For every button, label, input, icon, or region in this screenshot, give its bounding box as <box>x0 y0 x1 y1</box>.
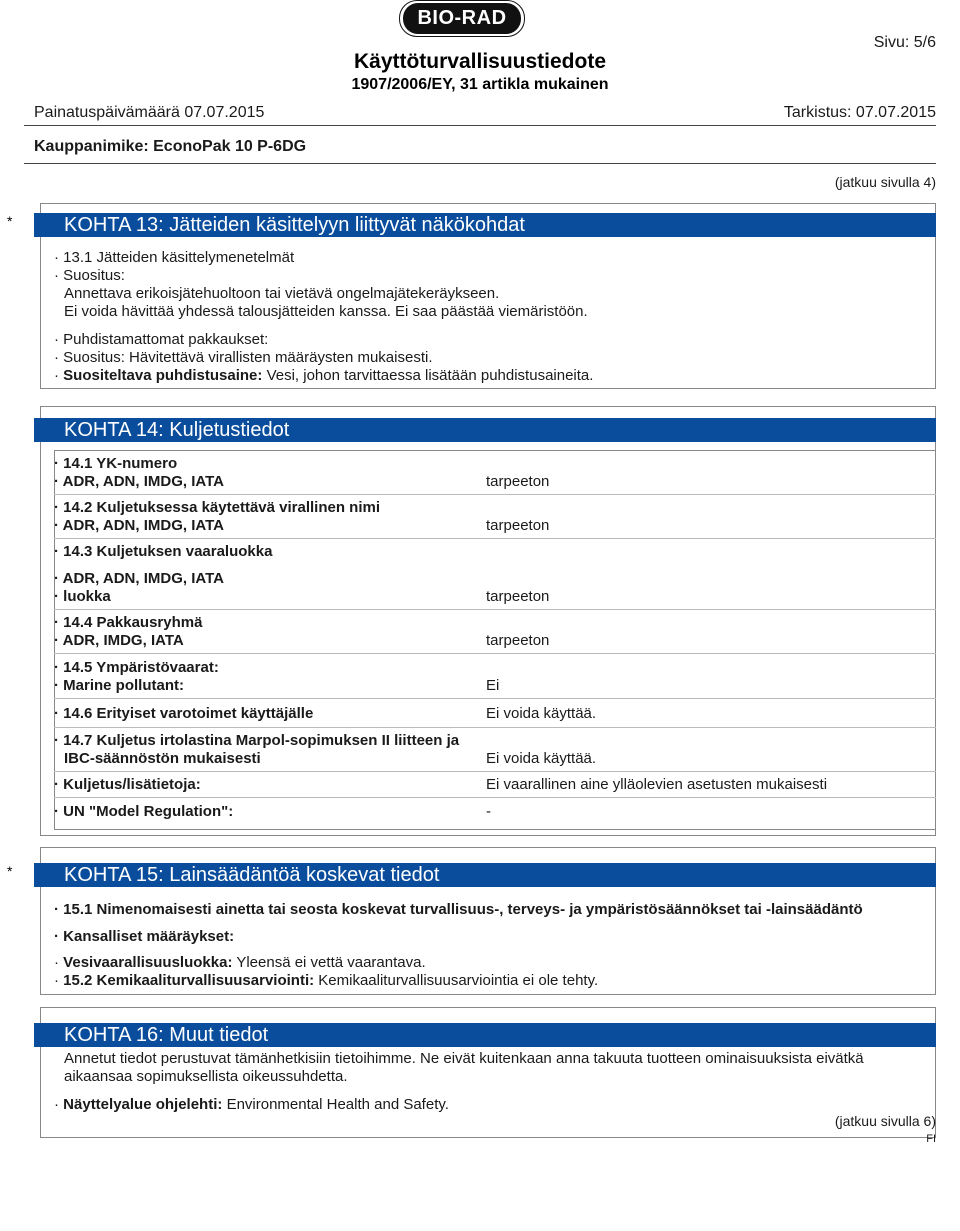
s13-line-2: · Suositus: <box>54 267 125 284</box>
s14-row-4-label: · 14.4 Pakkausryhmä <box>54 614 203 631</box>
s14-row-4-value: tarpeeton <box>486 632 550 649</box>
row-divider <box>54 771 936 772</box>
row-divider <box>54 797 936 798</box>
row-divider <box>54 653 936 654</box>
s14-row-7-value: Ei voida käyttää. <box>486 750 597 767</box>
s16-line-2: aikaansaa sopimuksellista oikeussuhdetta. <box>64 1068 348 1085</box>
trade-name: Kauppanimike: EconoPak 10 P-6DG <box>34 138 307 155</box>
s16-line-1: Annetut tiedot perustuvat tämänhetkisiin tietoihimme. Ne eivät kuitenkaan anna takuuta tuotteen ominaisuuksista eivätkä <box>64 1050 864 1067</box>
document-subtitle: 1907/2006/EY, 31 artikla mukainen <box>351 76 609 93</box>
s14-row-1-label: · 14.1 YK-numero <box>54 455 178 472</box>
s14-row-9-value: - <box>486 803 491 820</box>
section-16-title: KOHTA 16: Muut tiedot <box>34 1023 936 1047</box>
revision-date: Tarkistus: 07.07.2015 <box>783 104 936 121</box>
language-code: FI <box>926 1133 936 1145</box>
section-13-title: KOHTA 13: Jätteiden käsittelyyn liittyvät näkökohdat <box>34 213 936 237</box>
s14-row-6-value: Ei voida käyttää. <box>486 705 597 722</box>
s14-row-2-sub: · ADR, ADN, IMDG, IATA <box>54 517 224 534</box>
s15-line-4: · 15.2 Kemikaaliturvallisuusarviointi: Kemikaaliturvallisuusarviointia ei ole tehty. <box>54 972 599 989</box>
s15-line-2: · Kansalliset määräykset: <box>54 928 235 945</box>
s14-row-3-label: · 14.3 Kuljetuksen vaaraluokka <box>54 543 273 560</box>
page-number: Sivu: 5/6 <box>873 34 936 51</box>
s14-row-2-label: · 14.2 Kuljetuksessa käytettävä virallinen nimi <box>54 499 380 516</box>
s14-row-2-value: tarpeeton <box>486 517 550 534</box>
continued-from: (jatkuu sivulla 4) <box>834 174 936 190</box>
s14-row-5-value: Ei <box>486 677 500 694</box>
print-date: Painatuspäivämäärä 07.07.2015 <box>34 104 265 121</box>
row-divider <box>54 538 936 539</box>
s15-line-3: · Vesivaarallisuusluokka: Yleensä ei vettä vaarantava. <box>54 954 426 971</box>
s14-row-4-sub: · ADR, IMDG, IATA <box>54 632 184 649</box>
s14-row-7-label-2: IBC-säännöstön mukaisesti <box>64 750 261 767</box>
s14-row-3-sub2: · luokka <box>54 588 111 605</box>
trade-name-divider <box>24 163 936 164</box>
s14-row-5-sub: · Marine pollutant: <box>54 677 184 694</box>
s14-row-5-label: · 14.5 Ympäristövaarat: <box>54 659 219 676</box>
s14-row-1-sub: · ADR, ADN, IMDG, IATA <box>54 473 224 490</box>
s14-row-8-label: · Kuljetus/lisätietoja: <box>54 776 201 793</box>
document-title: Käyttöturvallisuustiedote <box>353 50 607 73</box>
s14-row-9-label: · UN "Model Regulation": <box>54 803 234 820</box>
s16-line-3: · Näyttelyalue ohjelehti: Environmental Health and Safety. <box>54 1096 449 1113</box>
s14-row-7-label: · 14.7 Kuljetus irtolastina Marpol-sopimuksen II liitteen ja <box>54 732 460 749</box>
s13-line-5: · Puhdistamattomat pakkaukset: <box>54 331 269 348</box>
row-divider <box>54 494 936 495</box>
s13-line-6: · Suositus: Hävitettävä virallisten määräysten mukaisesti. <box>54 349 433 366</box>
header-divider <box>24 125 936 126</box>
s13-line-4: Ei voida hävittää yhdessä talousjätteiden kanssa. Ei saa päästää viemäristöön. <box>64 303 588 320</box>
row-divider <box>54 609 936 610</box>
change-marker: * <box>7 863 13 879</box>
s14-row-3-sub: · ADR, ADN, IMDG, IATA <box>54 570 224 587</box>
row-divider <box>54 698 936 699</box>
s14-row-3-value: tarpeeton <box>486 588 550 605</box>
s13-line-1: · 13.1 Jätteiden käsittelymenetelmät <box>54 249 295 266</box>
s13-line-3: Annettava erikoisjätehuoltoon tai vietävä ongelmajätekeräykseen. <box>64 285 500 302</box>
row-divider <box>54 727 936 728</box>
s14-row-8-value: Ei vaarallinen aine ylläolevien asetusten mukaisesti <box>486 776 828 793</box>
change-marker: * <box>7 213 13 229</box>
section-14-title: KOHTA 14: Kuljetustiedot <box>34 418 936 442</box>
section-15-title: KOHTA 15: Lainsäädäntöä koskevat tiedot <box>34 863 936 887</box>
s14-row-6-label: · 14.6 Erityiset varotoimet käyttäjälle <box>54 705 314 722</box>
s15-line-1: · 15.1 Nimenomaisesti ainetta tai seosta koskevat turvallisuus-, terveys- ja ympäristösäännökset tai -lainsäädäntö <box>54 901 863 918</box>
s13-line-7: · Suositeltava puhdistusaine: Vesi, johon tarvittaessa lisätään puhdistusaineita. <box>54 367 594 384</box>
continued-to: (jatkuu sivulla 6) <box>834 1113 936 1129</box>
bio-rad-logo: BIO-RAD <box>403 3 521 34</box>
s14-row-1-value: tarpeeton <box>486 473 550 490</box>
